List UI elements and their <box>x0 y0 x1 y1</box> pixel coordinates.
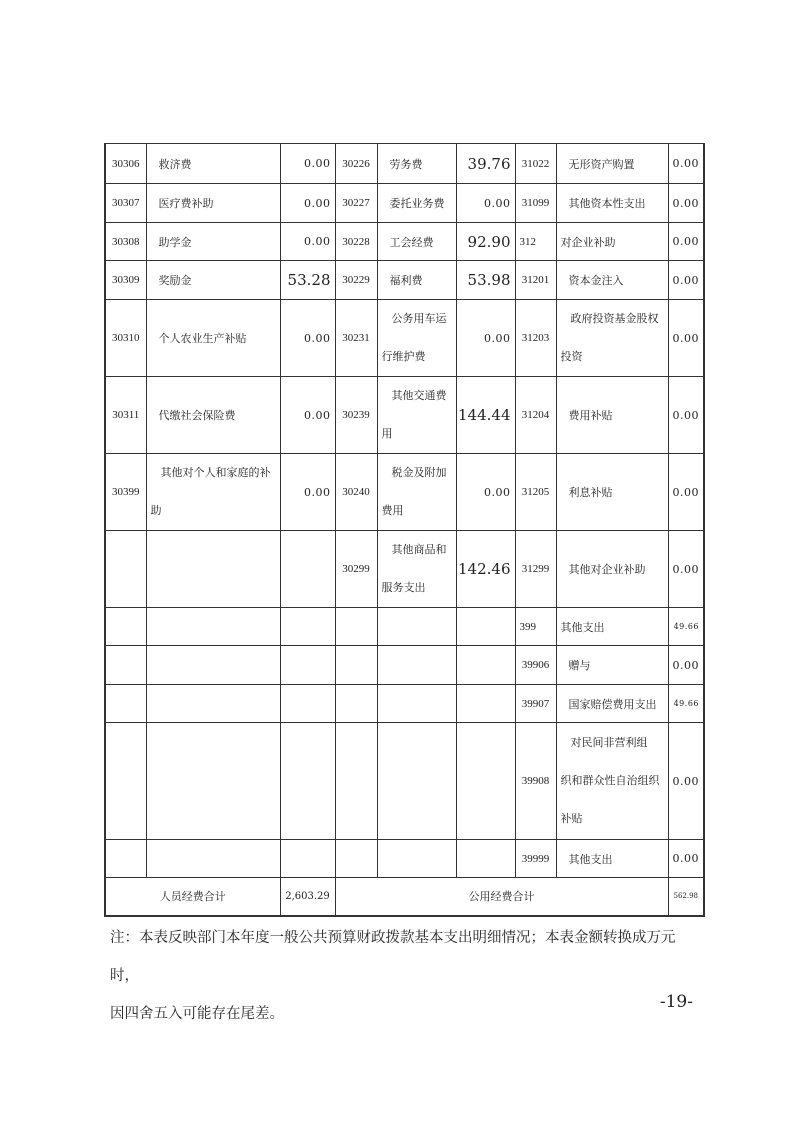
name-line: 其他交通费 <box>391 389 447 402</box>
value-cell: 0.00 <box>668 840 704 878</box>
page-number: -19- <box>659 992 693 1012</box>
table-row <box>105 144 704 184</box>
code-cell: 39906 <box>515 646 556 685</box>
name-cell: 工会经费 <box>377 223 456 261</box>
value-cell: 0.00 <box>668 646 704 685</box>
name-line: 其他对个人和家庭的补 <box>160 466 271 479</box>
table-row <box>105 531 704 608</box>
name-cell <box>377 300 456 377</box>
code-cell: 30309 <box>105 261 146 300</box>
code-cell: 31203 <box>515 300 556 377</box>
code-cell: 31299 <box>515 531 556 608</box>
code-cell: 30231 <box>335 300 377 377</box>
empty-cell <box>335 608 377 646</box>
name-cell: 医疗费补助 <box>146 184 280 223</box>
value-cell: 0.00 <box>668 144 704 184</box>
name-cell <box>556 300 668 377</box>
name-line: 行维护费 <box>381 350 426 363</box>
name-cell: 费用补贴 <box>556 377 668 454</box>
table-row <box>105 261 704 300</box>
code-cell: 30226 <box>335 144 377 184</box>
name-cell: 个人农业生产补贴 <box>146 300 280 377</box>
code-cell: 30239 <box>335 377 377 454</box>
empty-cell <box>105 608 146 646</box>
value-cell: 49.66 <box>668 685 704 723</box>
code-cell: 31204 <box>515 377 556 454</box>
code-cell: 31099 <box>515 184 556 223</box>
empty-cell <box>280 685 335 723</box>
empty-cell <box>377 840 456 878</box>
name-line: 服务支出 <box>381 581 426 594</box>
code-cell: 312 <box>515 223 556 261</box>
code-cell: 30227 <box>335 184 377 223</box>
table-row <box>105 723 704 840</box>
code-cell: 30310 <box>105 300 146 377</box>
table-row <box>105 646 704 685</box>
value-cell: 49.66 <box>668 608 704 646</box>
empty-cell <box>456 608 515 646</box>
empty-cell <box>335 646 377 685</box>
code-cell: 399 <box>515 608 556 646</box>
empty-cell <box>377 646 456 685</box>
table-row <box>105 454 704 531</box>
note-line-1: 注：本表反映部门本年度一般公共预算财政拨款基本支出明细情况；本表金额转换成万元时， <box>110 930 676 984</box>
empty-cell <box>105 646 146 685</box>
empty-cell <box>456 685 515 723</box>
value-cell: 0.00 <box>280 377 335 454</box>
value-cell: 142.46 <box>456 531 515 608</box>
empty-cell <box>335 685 377 723</box>
name-line: 织和群众性自治组织 <box>560 774 660 787</box>
empty-cell <box>377 685 456 723</box>
code-cell: 31022 <box>515 144 556 184</box>
code-cell: 30240 <box>335 454 377 531</box>
empty-cell <box>377 723 456 840</box>
expenditure-detail-table <box>104 143 705 917</box>
table-row <box>105 300 704 377</box>
public-total-value: 562.98 <box>668 878 704 916</box>
empty-cell <box>335 840 377 878</box>
table-row <box>105 685 704 723</box>
name-cell: 其他支出 <box>556 840 668 878</box>
value-cell <box>280 531 335 608</box>
empty-cell <box>146 685 280 723</box>
code-cell: 30299 <box>335 531 377 608</box>
empty-cell <box>105 723 146 840</box>
table-note <box>110 919 700 1033</box>
name-line: 投资 <box>560 350 583 363</box>
name-cell: 其他资本性支出 <box>556 184 668 223</box>
empty-cell <box>456 646 515 685</box>
name-cell: 国家赔偿费用支出 <box>556 685 668 723</box>
name-line: 公务用车运 <box>391 312 447 325</box>
personnel-total-label: 人员经费合计 <box>105 878 280 916</box>
code-cell: 39908 <box>515 723 556 840</box>
table-row <box>105 608 704 646</box>
empty-cell <box>146 646 280 685</box>
value-cell: 0.00 <box>668 223 704 261</box>
value-cell: 39.76 <box>456 144 515 184</box>
value-cell: 0.00 <box>668 184 704 223</box>
name-cell: 救济费 <box>146 144 280 184</box>
name-line: 对民间非营利组 <box>570 736 648 749</box>
code-cell: 39999 <box>515 840 556 878</box>
name-line: 政府投资基金股权 <box>570 312 659 325</box>
name-line: 补贴 <box>560 812 583 825</box>
code-cell: 30307 <box>105 184 146 223</box>
name-line: 税金及附加 <box>391 466 447 479</box>
name-cell <box>377 454 456 531</box>
code-cell: 30228 <box>335 223 377 261</box>
value-cell: 0.00 <box>668 377 704 454</box>
value-cell: 0.00 <box>668 531 704 608</box>
name-cell: 其他支出 <box>556 608 668 646</box>
totals-row <box>105 878 704 916</box>
table-row <box>105 377 704 454</box>
value-cell: 0.00 <box>668 454 704 531</box>
name-cell: 委托业务费 <box>377 184 456 223</box>
value-cell: 0.00 <box>456 300 515 377</box>
empty-cell <box>377 608 456 646</box>
code-cell <box>105 531 146 608</box>
note-line-2: 因四舍五入可能存在尾差。 <box>110 1006 284 1022</box>
name-cell: 助学金 <box>146 223 280 261</box>
table-row <box>105 184 704 223</box>
name-cell <box>556 723 668 840</box>
value-cell: 0.00 <box>668 300 704 377</box>
value-cell: 0.00 <box>280 184 335 223</box>
code-cell: 31205 <box>515 454 556 531</box>
empty-cell <box>280 646 335 685</box>
name-cell: 代缴社会保险费 <box>146 377 280 454</box>
empty-cell <box>146 723 280 840</box>
empty-cell <box>456 840 515 878</box>
code-cell: 30306 <box>105 144 146 184</box>
public-total-label: 公用经费合计 <box>335 878 668 916</box>
empty-cell <box>105 685 146 723</box>
name-cell: 赠与 <box>556 646 668 685</box>
name-cell: 资本金注入 <box>556 261 668 300</box>
name-line: 其他商品和 <box>391 543 447 556</box>
name-line: 助 <box>150 504 162 517</box>
name-cell <box>377 377 456 454</box>
value-cell: 0.00 <box>280 454 335 531</box>
code-cell: 30229 <box>335 261 377 300</box>
code-cell: 30311 <box>105 377 146 454</box>
empty-cell <box>280 608 335 646</box>
value-cell: 144.44 <box>456 377 515 454</box>
name-cell <box>146 531 280 608</box>
table-row <box>105 840 704 878</box>
value-cell: 0.00 <box>668 723 704 840</box>
name-cell: 无形资产购置 <box>556 144 668 184</box>
value-cell: 53.98 <box>456 261 515 300</box>
empty-cell <box>280 840 335 878</box>
name-line: 费用 <box>381 504 404 517</box>
value-cell: 53.28 <box>280 261 335 300</box>
name-cell: 奖励金 <box>146 261 280 300</box>
code-cell: 30399 <box>105 454 146 531</box>
empty-cell <box>146 608 280 646</box>
value-cell: 0.00 <box>280 300 335 377</box>
empty-cell <box>146 840 280 878</box>
name-cell: 福利费 <box>377 261 456 300</box>
empty-cell <box>105 840 146 878</box>
name-cell <box>377 531 456 608</box>
name-cell: 利息补贴 <box>556 454 668 531</box>
empty-cell <box>280 723 335 840</box>
personnel-total-value: 2,603.29 <box>280 878 335 916</box>
name-cell: 劳务费 <box>377 144 456 184</box>
code-cell: 30308 <box>105 223 146 261</box>
name-cell <box>146 454 280 531</box>
value-cell: 0.00 <box>456 184 515 223</box>
code-cell: 39907 <box>515 685 556 723</box>
value-cell: 0.00 <box>668 261 704 300</box>
empty-cell <box>335 723 377 840</box>
value-cell: 0.00 <box>456 454 515 531</box>
value-cell: 0.00 <box>280 223 335 261</box>
empty-cell <box>456 723 515 840</box>
table-row <box>105 223 704 261</box>
name-cell: 其他对企业补助 <box>556 531 668 608</box>
code-cell: 31201 <box>515 261 556 300</box>
value-cell: 92.90 <box>456 223 515 261</box>
value-cell: 0.00 <box>280 144 335 184</box>
name-line: 用 <box>381 427 393 440</box>
name-cell: 对企业补助 <box>556 223 668 261</box>
